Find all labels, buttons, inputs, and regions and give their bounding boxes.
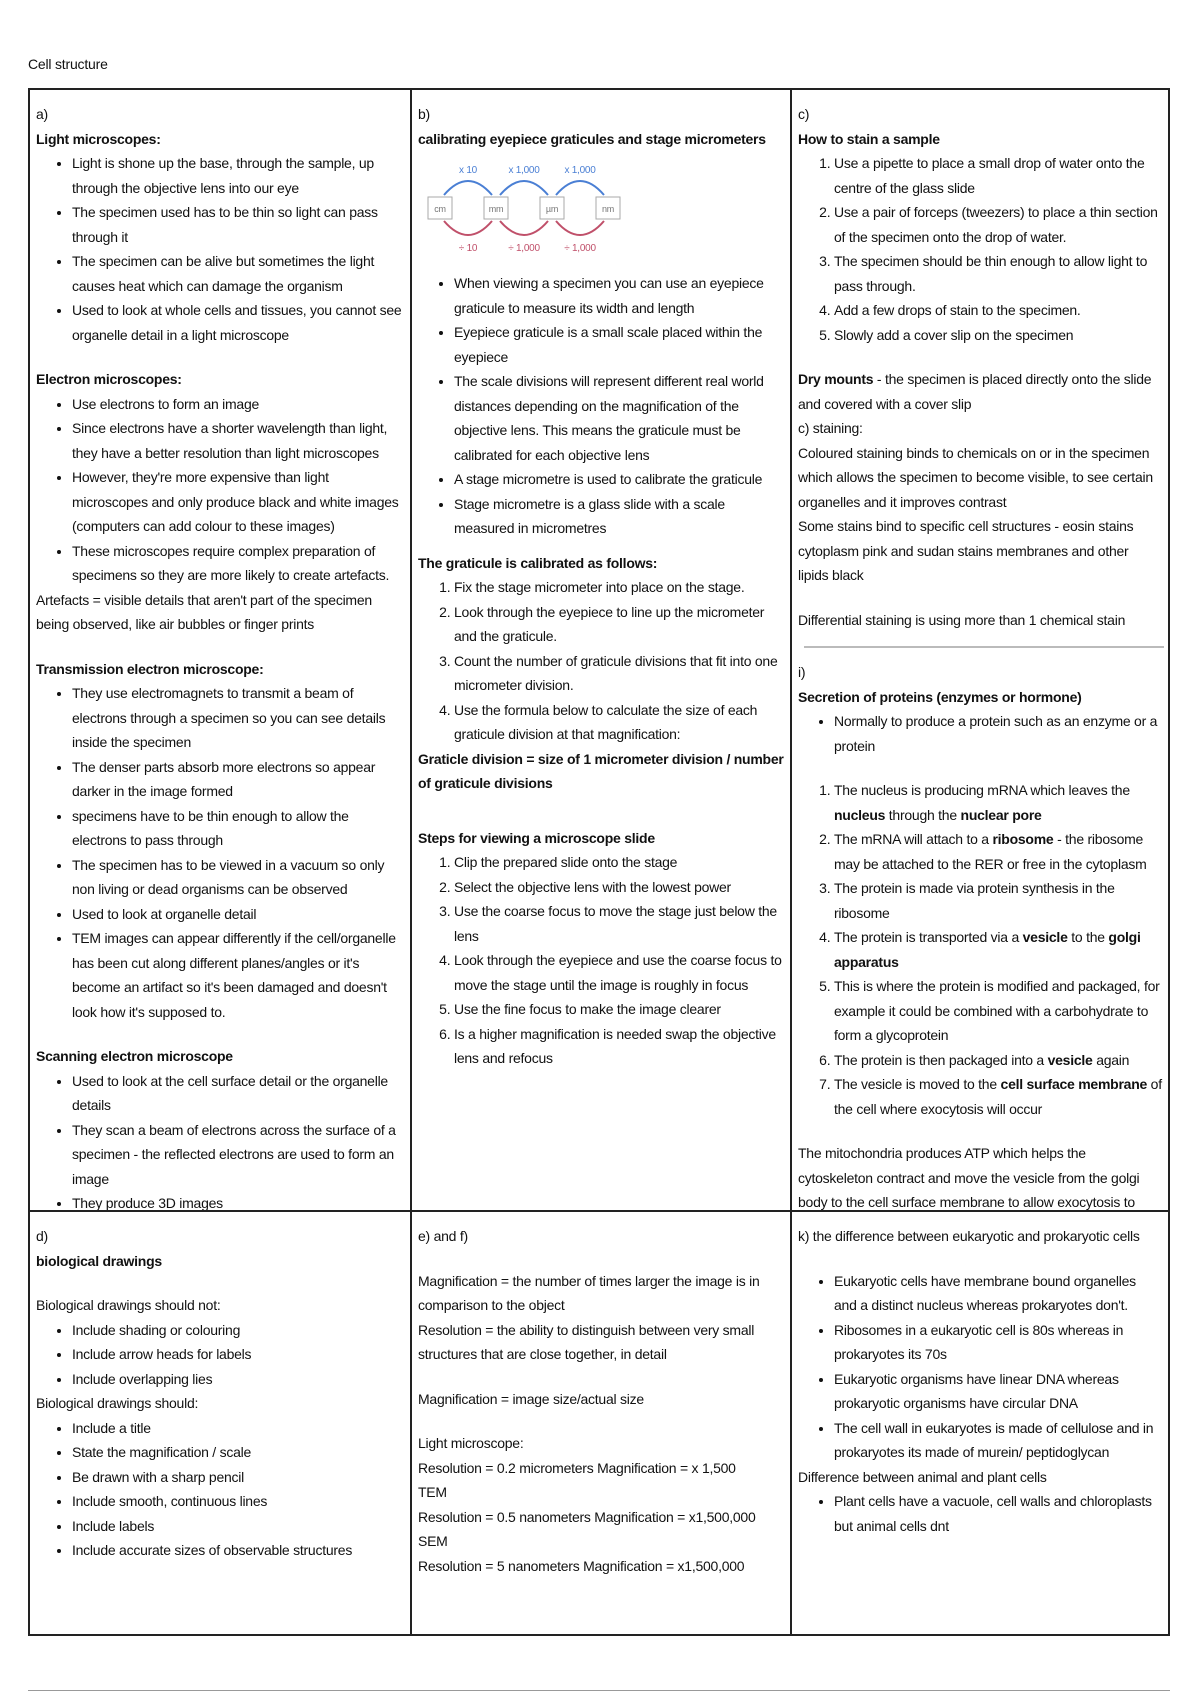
light-microscope-values: Resolution = 0.2 micrometers Magnification = x 1,500 bbox=[418, 1459, 736, 1476]
calibration-heading: The graticule is calibrated as follows: bbox=[418, 554, 658, 571]
list-item: • Ribosomes in a eukaryotic cell is 80s whereas in prokaryotes its 70s bbox=[834, 1318, 1162, 1367]
list-item: 3. The protein is made via protein synthesis in the ribosome bbox=[834, 876, 1162, 925]
list-item: • TEM images can appear differently if the cell/organelle has been cut along different planes/angles or it's become an artifact so it's been damaged and doesn't look how it's supposed to. bbox=[72, 926, 404, 1024]
secretion-steps bbox=[798, 778, 1162, 1121]
list-item: • The denser parts absorb more electrons so appear darker in the image formed bbox=[72, 755, 404, 804]
multiply-label: x 1,000 bbox=[564, 165, 596, 176]
dry-mounts-text: Dry mounts - the specimen is placed directly onto the slide and covered with a cover slip bbox=[798, 371, 1152, 412]
unit-label: nm bbox=[601, 204, 615, 214]
electron-microscopes-heading: Electron microscopes: bbox=[36, 371, 182, 387]
list-item: • Used to look at organelle detail bbox=[72, 902, 404, 927]
stain-steps bbox=[798, 151, 1162, 347]
list-item: • specimens have to be thin enough to allow the electrons to pass through bbox=[72, 804, 404, 853]
section-label: a) bbox=[36, 106, 48, 122]
list-item: • Eukaryotic cells have membrane bound organelles and a distinct nucleus whereas prokaryotes don't. bbox=[834, 1269, 1162, 1318]
secretion-heading: Secretion of proteins (enzymes or hormone) bbox=[798, 688, 1082, 705]
divide-label: ÷ 10 bbox=[458, 243, 478, 254]
list-item: 4. Look through the eyepiece and use the coarse focus to move the stage until the image is roughly in focus bbox=[454, 948, 784, 997]
table-row bbox=[30, 1212, 1168, 1634]
section-label: b) bbox=[418, 106, 430, 122]
viewing-steps-heading: Steps for viewing a microscope slide bbox=[418, 829, 655, 846]
list-item: • Used to look at whole cells and tissues, you cannot see organelle detail in a light microscope bbox=[72, 298, 404, 347]
list-item: 5. This is where the protein is modified and packaged, for example it could be combined with a carbohydrate to form a glycoprotein bbox=[834, 974, 1162, 1048]
unit-conversion-diagram bbox=[422, 155, 622, 265]
list-item: • They scan a beam of electrons across the surface of a specimen - the reflected electrons are used to form an image bbox=[72, 1118, 404, 1192]
list-item: • Include overlapping lies bbox=[72, 1367, 404, 1392]
list-item: 7. The vesicle is moved to the cell surface membrane of the cell where exocytosis will occur bbox=[834, 1072, 1162, 1121]
list-item: • The specimen used has to be thin so light can pass through it bbox=[72, 200, 404, 249]
list-item: • However, they're more expensive than light microscopes and only produce black and white images (computers can add colour to these images) bbox=[72, 465, 404, 539]
list-item: 1. Fix the stage micrometer into place on the stage. bbox=[454, 575, 784, 600]
graticule-heading: calibrating eyepiece graticules and stage micrometers bbox=[418, 130, 766, 147]
should-not-intro: Biological drawings should not: bbox=[36, 1297, 221, 1313]
list-item: • They produce 3D images bbox=[72, 1191, 404, 1210]
divide-label: ÷ 1,000 bbox=[508, 243, 540, 254]
section-divider bbox=[804, 646, 1164, 648]
sem-label: SEM bbox=[418, 1533, 448, 1549]
staining-text: Coloured staining binds to chemicals on or in the specimen which allows the specimen to become visible, to see certain organelles and it improves contrast bbox=[798, 444, 1153, 510]
electron-microscopes-list bbox=[36, 392, 404, 588]
eukaryote-prokaryote-list bbox=[798, 1269, 1162, 1465]
divide-arc bbox=[444, 221, 492, 235]
list-item: 5. Use the fine focus to make the image clearer bbox=[454, 997, 784, 1022]
list-item: 2. Select the objective lens with the lowest power bbox=[454, 875, 784, 900]
unit-label: cm bbox=[434, 204, 446, 214]
plant-animal-list bbox=[798, 1489, 1162, 1538]
list-item: • When viewing a specimen you can use an eyepiece graticule to measure its width and length bbox=[454, 271, 784, 320]
list-item: • Eyepiece graticule is a small scale placed within the eyepiece bbox=[454, 320, 784, 369]
secretion-bullet bbox=[798, 709, 1162, 758]
resolution-definition: Resolution = the ability to distinguish between very small structures that are close together, in detail bbox=[418, 1321, 755, 1362]
section-k-cell-types bbox=[790, 1212, 1168, 1634]
list-item: 4. Use the formula below to calculate the size of each graticule division at that magnification: bbox=[454, 698, 784, 747]
divide-arc bbox=[500, 221, 548, 235]
list-item: • Normally to produce a protein such as an enzyme or a protein bbox=[834, 709, 1162, 758]
list-item: • Since electrons have a shorter wavelength than light, they have a better resolution than light microscopes bbox=[72, 416, 404, 465]
list-item: • They use electromagnets to transmit a beam of electrons through a specimen so you can see details inside the specimen bbox=[72, 681, 404, 755]
list-item: 3. Use the coarse focus to move the stage just below the lens bbox=[454, 899, 784, 948]
sem-list bbox=[36, 1069, 404, 1211]
table-row bbox=[30, 90, 1168, 1212]
staining-label: c) staining: bbox=[798, 420, 863, 436]
tem-values: Resolution = 0.5 nanometers Magnification = x1,500,000 bbox=[418, 1508, 756, 1525]
list-item: • The cell wall in eukaryotes is made of cellulose and in prokaryotes its made of murein/ peptidoglycan bbox=[834, 1416, 1162, 1465]
list-item: 2. Use a pair of forceps (tweezers) to place a thin section of the specimen onto the drop of water. bbox=[834, 200, 1162, 249]
list-item: • Plant cells have a vacuole, cell walls and chloroplasts but animal cells dnt bbox=[834, 1489, 1162, 1538]
list-item: • Use electrons to form an image bbox=[72, 392, 404, 417]
multiply-arc bbox=[444, 181, 492, 195]
section-ef-magnification bbox=[410, 1212, 790, 1634]
list-item: • Include labels bbox=[72, 1514, 404, 1539]
unit-label: mm bbox=[488, 204, 504, 214]
list-item: • A stage micrometre is used to calibrate the graticule bbox=[454, 467, 784, 492]
magnification-definition: Magnification = the number of times larger the image is in comparison to the object bbox=[418, 1272, 760, 1313]
divide-arc bbox=[556, 221, 604, 235]
unit-label: µm bbox=[545, 204, 559, 214]
notes-table bbox=[28, 88, 1170, 1636]
divide-label: ÷ 1,000 bbox=[564, 243, 596, 254]
differential-staining: Differential staining is using more than 1 chemical stain bbox=[798, 611, 1126, 628]
list-item: 3. Count the number of graticule divisions that fit into one micrometer division. bbox=[454, 649, 784, 698]
section-label: i) bbox=[798, 664, 806, 680]
should-not-list bbox=[36, 1318, 404, 1392]
list-item: • The specimen can be alive but sometimes the light causes heat which can damage the organism bbox=[72, 249, 404, 298]
section-label: k) the difference between eukaryotic and prokaryotic cells bbox=[798, 1228, 1140, 1244]
multiply-label: x 10 bbox=[459, 165, 477, 176]
list-item: • Light is shone up the base, through the sample, up through the objective lens into our eye bbox=[72, 151, 404, 200]
tem-list bbox=[36, 681, 404, 1024]
section-d-drawings bbox=[30, 1212, 410, 1634]
stain-heading: How to stain a sample bbox=[798, 130, 940, 147]
viewing-steps bbox=[418, 850, 784, 1071]
list-item: • Include smooth, continuous lines bbox=[72, 1489, 404, 1514]
list-item: • Stage micrometre is a glass slide with a scale measured in micrometres bbox=[454, 492, 784, 541]
list-item: 4. The protein is transported via a vesicle to the golgi apparatus bbox=[834, 925, 1162, 974]
list-item: • Include arrow heads for labels bbox=[72, 1342, 404, 1367]
list-item: 6. The protein is then packaged into a vesicle again bbox=[834, 1048, 1162, 1073]
graticule-formula: Graticle division = size of 1 micrometer division / number of graticule divisions bbox=[418, 750, 784, 791]
list-item: • Used to look at the cell surface detail or the organelle details bbox=[72, 1069, 404, 1118]
tem-label: TEM bbox=[418, 1484, 447, 1500]
section-label: c) bbox=[798, 106, 810, 122]
mitochondria-text: The mitochondria produces ATP which helps the cytoskeleton contract and move the vesicle from the golgi body to the cell surface membrane to allow exocytosis to bbox=[798, 1145, 1140, 1210]
section-label: d) bbox=[36, 1228, 48, 1244]
list-item: 6. Is a higher magnification is needed swap the objective lens and refocus bbox=[454, 1022, 784, 1071]
calibration-steps bbox=[418, 575, 784, 747]
multiply-label: x 1,000 bbox=[508, 165, 540, 176]
light-microscopes-list bbox=[36, 151, 404, 347]
stains-text: Some stains bind to specific cell structures - eosin stains cytoplasm pink and sudan stains membranes and other lipids black bbox=[798, 518, 1134, 583]
page-title: Cell structure bbox=[28, 56, 108, 72]
sem-values: Resolution = 5 nanometers Magnification = x1,500,000 bbox=[418, 1557, 745, 1574]
list-item: 2. Look through the eyepiece to line up the micrometer and the graticule. bbox=[454, 600, 784, 649]
list-item: 1. Use a pipette to place a small drop of water onto the centre of the glass slide bbox=[834, 151, 1162, 200]
list-item: 3. The specimen should be thin enough to allow light to pass through. bbox=[834, 249, 1162, 298]
list-item: 2. The mRNA will attach to a ribosome - the ribosome may be attached to the RER or free in the cytoplasm bbox=[834, 827, 1162, 876]
section-a-microscopes bbox=[30, 90, 410, 1210]
drawings-heading: biological drawings bbox=[36, 1252, 162, 1269]
list-item: • Include a title bbox=[72, 1416, 404, 1441]
list-item: 4. Add a few drops of stain to the specimen. bbox=[834, 298, 1162, 323]
list-item: • Eukaryotic organisms have linear DNA whereas prokaryotic organisms have circular DNA bbox=[834, 1367, 1162, 1416]
list-item: 1. Clip the prepared slide onto the stage bbox=[454, 850, 784, 875]
multiply-arc bbox=[556, 181, 604, 195]
section-b-graticules bbox=[410, 90, 790, 1210]
list-item: • Include accurate sizes of observable structures bbox=[72, 1538, 404, 1563]
graticule-list bbox=[418, 271, 784, 541]
magnification-formula: Magnification = image size/actual size bbox=[418, 1390, 644, 1407]
section-c-staining bbox=[790, 90, 1168, 1210]
page-bottom-rule bbox=[28, 1690, 1170, 1691]
should-intro: Biological drawings should: bbox=[36, 1395, 199, 1411]
artefacts-definition: Artefacts = visible details that aren't part of the specimen being observed, like air bubbles or finger prints bbox=[36, 591, 372, 632]
light-microscopes-heading: Light microscopes: bbox=[36, 130, 161, 147]
list-item: • State the magnification / scale bbox=[72, 1440, 404, 1465]
list-item: • Include shading or colouring bbox=[72, 1318, 404, 1343]
light-microscope-label: Light microscope: bbox=[418, 1435, 524, 1451]
plant-animal-heading: Difference between animal and plant cells bbox=[798, 1468, 1047, 1485]
should-list bbox=[36, 1416, 404, 1563]
section-label: e) and f) bbox=[418, 1228, 468, 1244]
list-item: 5. Slowly add a cover slip on the specimen bbox=[834, 323, 1162, 348]
list-item: • The specimen has to be viewed in a vacuum so only non living or dead organisms can be observed bbox=[72, 853, 404, 902]
list-item: • These microscopes require complex preparation of specimens so they are more likely to create artefacts. bbox=[72, 539, 404, 588]
multiply-arc bbox=[500, 181, 548, 195]
tem-heading: Transmission electron microscope: bbox=[36, 660, 264, 677]
sem-heading: Scanning electron microscope bbox=[36, 1048, 233, 1064]
list-item: • Be drawn with a sharp pencil bbox=[72, 1465, 404, 1490]
list-item: 1. The nucleus is producing mRNA which leaves the nucleus through the nuclear pore bbox=[834, 778, 1162, 827]
list-item: • The scale divisions will represent different real world distances depending on the magnification of the objective lens. This means the graticule must be calibrated for each objective lens bbox=[454, 369, 784, 467]
dry-mounts-term: Dry mounts bbox=[798, 371, 874, 387]
